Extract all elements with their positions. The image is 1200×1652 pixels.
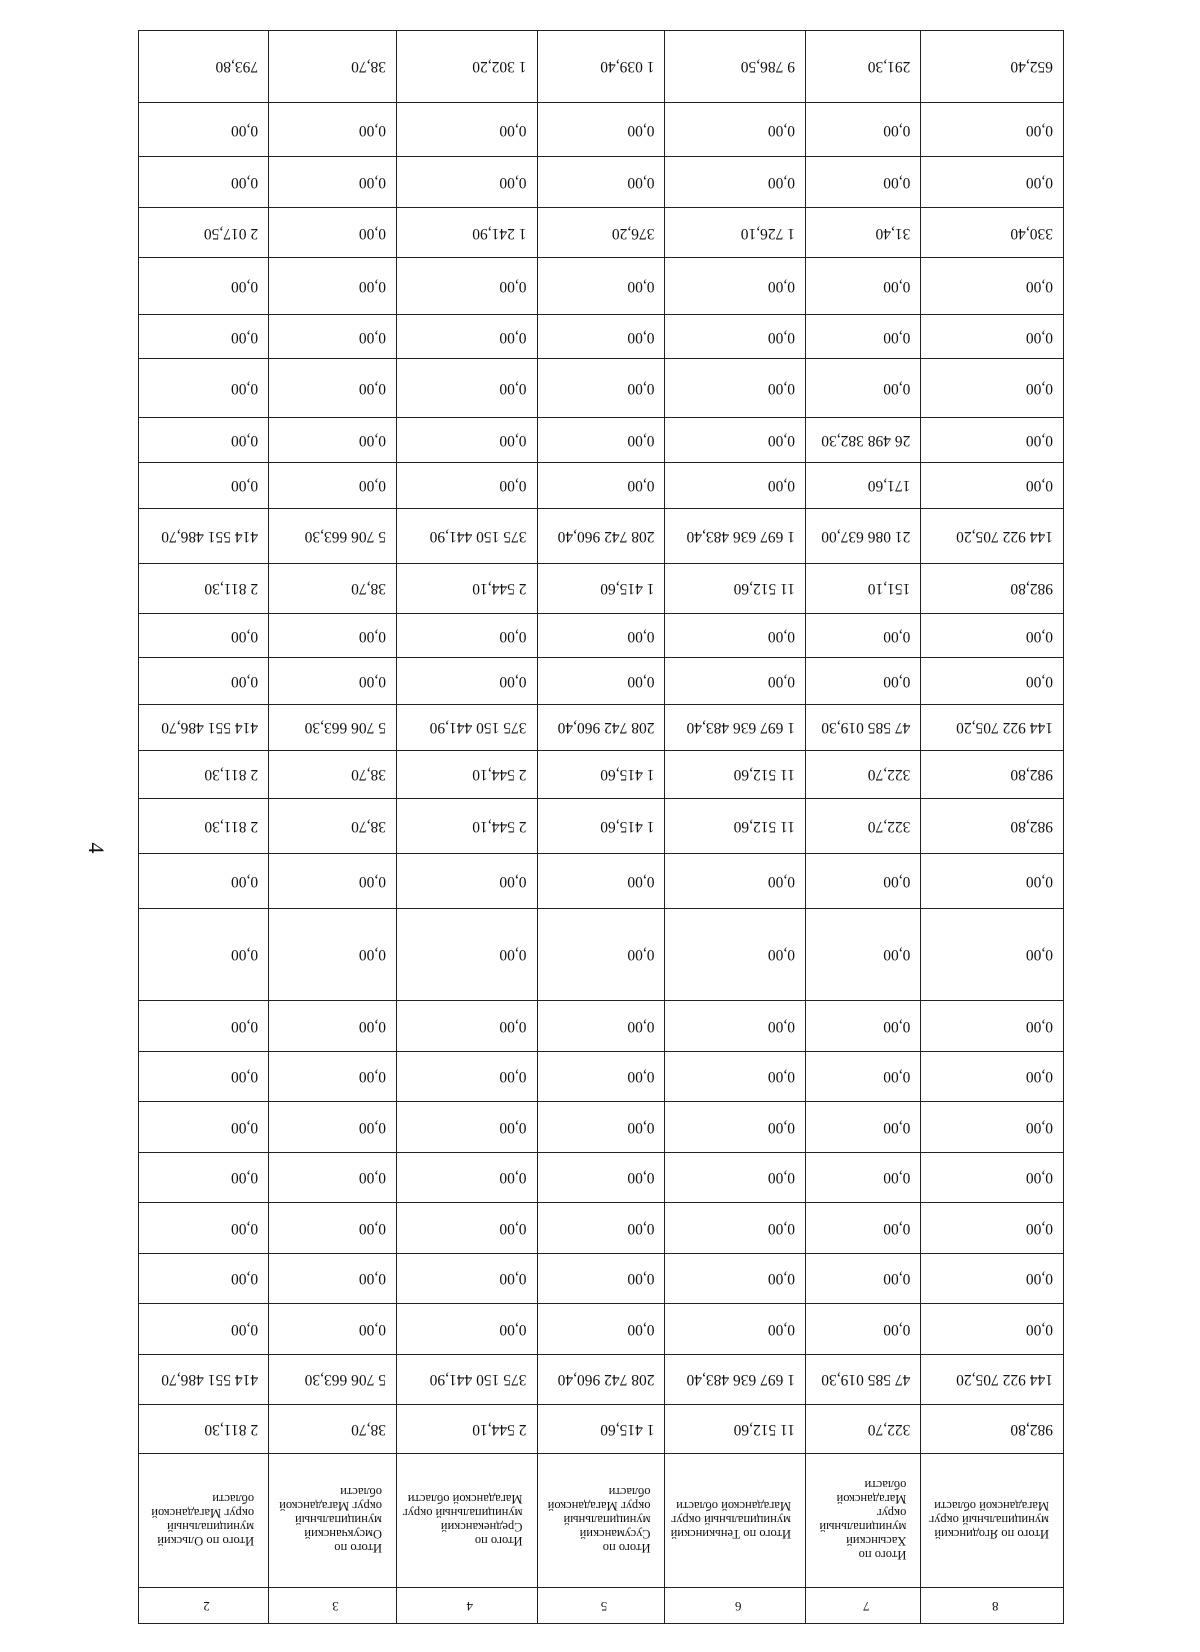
row-number-cell: 4 — [397, 1588, 538, 1624]
value-cell: 1 302,20 — [397, 31, 538, 103]
page-number: 4 — [84, 842, 109, 854]
region-name-cell: Итого по Хасынский муниципальный округ Магаданской области — [806, 1453, 921, 1588]
value-cell: 0,00 — [397, 853, 538, 908]
value-cell: 0,00 — [665, 418, 806, 462]
value-cell: 0,00 — [139, 157, 269, 208]
value-cell: 171,60 — [806, 462, 921, 508]
value-cell: 0,00 — [665, 315, 806, 359]
value-cell: 5 706 663,30 — [269, 508, 397, 563]
rotated-table-wrapper — [138, 30, 1064, 1624]
value-cell: 0,00 — [537, 1152, 665, 1203]
value-cell: 0,00 — [665, 1203, 806, 1254]
value-cell: 2 017,50 — [139, 207, 269, 258]
value-cell: 0,00 — [537, 258, 665, 315]
row-number-cell: 7 — [806, 1588, 921, 1624]
value-cell: 208 742 960,40 — [537, 704, 665, 750]
value-cell: 0,00 — [397, 614, 538, 658]
value-cell: 0,00 — [665, 258, 806, 315]
value-cell: 0,00 — [139, 1102, 269, 1153]
value-cell: 0,00 — [397, 658, 538, 704]
value-cell: 414 551 486,70 — [139, 704, 269, 750]
value-cell: 0,00 — [139, 1051, 269, 1102]
value-cell: 0,00 — [921, 258, 1064, 315]
value-cell: 0,00 — [537, 853, 665, 908]
value-cell: 11 512,60 — [665, 563, 806, 614]
value-cell: 0,00 — [806, 658, 921, 704]
row-number-cell: 3 — [269, 1588, 397, 1624]
region-name-cell: Итого по Среднеканский муниципальный округ Магаданской области — [397, 1453, 538, 1588]
value-cell: 375 150 441,90 — [397, 508, 538, 563]
value-cell: 5 706 663,30 — [269, 704, 397, 750]
row-number-cell: 6 — [665, 1588, 806, 1624]
value-cell: 0,00 — [806, 1001, 921, 1052]
value-cell: 2 544,10 — [397, 799, 538, 854]
value-cell: 0,00 — [139, 1203, 269, 1254]
value-cell: 0,00 — [537, 315, 665, 359]
value-cell: 0,00 — [397, 1203, 538, 1254]
value-cell: 0,00 — [397, 1001, 538, 1052]
value-cell: 0,00 — [806, 1102, 921, 1153]
value-cell: 0,00 — [921, 1253, 1064, 1304]
value-cell: 0,00 — [397, 1152, 538, 1203]
value-cell: 1 697 636 483,40 — [665, 704, 806, 750]
value-cell: 0,00 — [665, 1001, 806, 1052]
value-cell: 0,00 — [921, 1304, 1064, 1355]
region-name-cell: Итого по Омсукчанский муниципальный округ Магаданской области — [269, 1453, 397, 1588]
value-cell: 2 811,30 — [139, 1405, 269, 1453]
value-cell: 0,00 — [665, 1152, 806, 1203]
value-cell: 0,00 — [806, 102, 921, 157]
value-cell: 0,00 — [269, 207, 397, 258]
value-cell: 0,00 — [397, 1253, 538, 1304]
value-cell: 11 512,60 — [665, 1405, 806, 1453]
value-cell: 0,00 — [921, 359, 1064, 418]
value-cell: 1 697 636 483,40 — [665, 508, 806, 563]
value-cell: 0,00 — [921, 853, 1064, 908]
value-cell: 0,00 — [665, 658, 806, 704]
value-cell: 0,00 — [537, 1051, 665, 1102]
value-cell: 0,00 — [665, 462, 806, 508]
value-cell: 0,00 — [665, 359, 806, 418]
value-cell: 0,00 — [806, 1203, 921, 1254]
value-cell: 0,00 — [806, 1152, 921, 1203]
value-cell: 0,00 — [921, 1001, 1064, 1052]
value-cell: 0,00 — [397, 315, 538, 359]
value-cell: 1 697 636 483,40 — [665, 1354, 806, 1405]
value-cell: 0,00 — [537, 418, 665, 462]
value-cell: 1 415,60 — [537, 563, 665, 614]
value-cell: 0,00 — [806, 315, 921, 359]
value-cell: 0,00 — [665, 1102, 806, 1153]
value-cell: 38,70 — [269, 1405, 397, 1453]
value-cell: 0,00 — [269, 462, 397, 508]
value-cell: 11 512,60 — [665, 799, 806, 854]
value-cell: 0,00 — [269, 102, 397, 157]
value-cell: 652,40 — [921, 31, 1064, 103]
value-cell: 0,00 — [139, 1253, 269, 1304]
value-cell: 2 544,10 — [397, 1405, 538, 1453]
value-cell: 38,70 — [269, 31, 397, 103]
value-cell: 0,00 — [537, 1001, 665, 1052]
value-cell: 0,00 — [139, 359, 269, 418]
value-cell: 0,00 — [665, 908, 806, 1001]
value-cell: 414 551 486,70 — [139, 1354, 269, 1405]
value-cell: 0,00 — [397, 908, 538, 1001]
value-cell: 982,80 — [921, 563, 1064, 614]
value-cell: 144 922 705,20 — [921, 1354, 1064, 1405]
value-cell: 1 415,60 — [537, 1405, 665, 1453]
value-cell: 0,00 — [921, 1051, 1064, 1102]
value-cell: 0,00 — [139, 258, 269, 315]
value-cell: 0,00 — [806, 1051, 921, 1102]
value-cell: 0,00 — [665, 614, 806, 658]
region-name-cell: Итого по Ягодинский муниципальный округ Магаданской области — [921, 1453, 1064, 1588]
value-cell: 0,00 — [921, 418, 1064, 462]
value-cell: 1 726,10 — [665, 207, 806, 258]
value-cell: 1 241,90 — [397, 207, 538, 258]
value-cell: 0,00 — [537, 462, 665, 508]
value-cell: 414 551 486,70 — [139, 508, 269, 563]
value-cell: 0,00 — [139, 853, 269, 908]
value-cell: 330,40 — [921, 207, 1064, 258]
value-cell: 0,00 — [537, 359, 665, 418]
value-cell: 375 150 441,90 — [397, 1354, 538, 1405]
value-cell: 0,00 — [269, 359, 397, 418]
value-cell: 0,00 — [269, 1001, 397, 1052]
value-cell: 0,00 — [537, 1102, 665, 1153]
value-cell: 0,00 — [537, 157, 665, 208]
value-cell: 0,00 — [269, 853, 397, 908]
row-number-cell: 5 — [537, 1588, 665, 1624]
value-cell: 0,00 — [921, 315, 1064, 359]
value-cell: 0,00 — [397, 157, 538, 208]
value-cell: 2 811,30 — [139, 563, 269, 614]
value-cell: 47 585 019,30 — [806, 704, 921, 750]
value-cell: 322,70 — [806, 799, 921, 854]
value-cell: 0,00 — [537, 1203, 665, 1254]
value-cell: 0,00 — [806, 258, 921, 315]
value-cell: 151,10 — [806, 563, 921, 614]
value-cell: 0,00 — [537, 658, 665, 704]
region-name-cell: Итого по Сусуманский муниципальный округ Магаданской области — [537, 1453, 665, 1588]
value-cell: 0,00 — [665, 157, 806, 208]
value-cell: 0,00 — [139, 102, 269, 157]
value-cell: 0,00 — [269, 1253, 397, 1304]
value-cell: 793,80 — [139, 31, 269, 103]
value-cell: 0,00 — [269, 157, 397, 208]
value-cell: 208 742 960,40 — [537, 508, 665, 563]
value-cell: 2 544,10 — [397, 563, 538, 614]
value-cell: 2 544,10 — [397, 750, 538, 798]
value-cell: 26 498 382,30 — [806, 418, 921, 462]
value-cell: 0,00 — [269, 614, 397, 658]
value-cell: 0,00 — [269, 258, 397, 315]
value-cell: 11 512,60 — [665, 750, 806, 798]
value-cell: 0,00 — [397, 359, 538, 418]
value-cell: 144 922 705,20 — [921, 704, 1064, 750]
value-cell: 0,00 — [139, 1001, 269, 1052]
value-cell: 0,00 — [537, 908, 665, 1001]
value-cell: 0,00 — [921, 1203, 1064, 1254]
value-cell: 1 415,60 — [537, 750, 665, 798]
value-cell: 0,00 — [269, 1051, 397, 1102]
value-cell: 0,00 — [921, 462, 1064, 508]
value-cell: 0,00 — [921, 658, 1064, 704]
value-cell: 5 706 663,30 — [269, 1354, 397, 1405]
region-name-cell: Итого по Ольский муниципальный округ Магаданской области — [139, 1453, 269, 1588]
value-cell: 2 811,30 — [139, 750, 269, 798]
value-cell: 0,00 — [139, 658, 269, 704]
value-cell: 0,00 — [397, 1102, 538, 1153]
value-cell: 0,00 — [665, 853, 806, 908]
value-cell: 982,80 — [921, 1405, 1064, 1453]
value-cell: 0,00 — [665, 1051, 806, 1102]
value-cell: 0,00 — [269, 1304, 397, 1355]
value-cell: 0,00 — [269, 658, 397, 704]
value-cell: 0,00 — [139, 462, 269, 508]
value-cell: 376,20 — [537, 207, 665, 258]
value-cell: 0,00 — [139, 908, 269, 1001]
value-cell: 291,30 — [806, 31, 921, 103]
value-cell: 144 922 705,20 — [921, 508, 1064, 563]
value-cell: 0,00 — [397, 258, 538, 315]
value-cell: 1 415,60 — [537, 799, 665, 854]
value-cell: 0,00 — [397, 1051, 538, 1102]
value-cell: 322,70 — [806, 750, 921, 798]
value-cell: 0,00 — [269, 1102, 397, 1153]
value-cell: 0,00 — [806, 908, 921, 1001]
value-cell: 375 150 441,90 — [397, 704, 538, 750]
value-cell: 0,00 — [921, 1102, 1064, 1153]
value-cell: 21 086 637,00 — [806, 508, 921, 563]
value-cell: 0,00 — [665, 1253, 806, 1304]
value-cell: 0,00 — [269, 315, 397, 359]
value-cell: 47 585 019,30 — [806, 1354, 921, 1405]
value-cell: 322,70 — [806, 1405, 921, 1453]
value-cell: 38,70 — [269, 563, 397, 614]
row-number-cell: 2 — [139, 1588, 269, 1624]
value-cell: 0,00 — [806, 359, 921, 418]
value-cell: 982,80 — [921, 799, 1064, 854]
value-cell: 38,70 — [269, 799, 397, 854]
value-cell: 208 742 960,40 — [537, 1354, 665, 1405]
value-cell: 0,00 — [139, 614, 269, 658]
value-cell: 0,00 — [665, 1304, 806, 1355]
value-cell: 9 786,50 — [665, 31, 806, 103]
value-cell: 0,00 — [537, 1304, 665, 1355]
value-cell: 0,00 — [806, 1304, 921, 1355]
value-cell: 982,80 — [921, 750, 1064, 798]
value-cell: 0,00 — [397, 102, 538, 157]
value-cell: 0,00 — [806, 1253, 921, 1304]
row-number-cell: 8 — [921, 1588, 1064, 1624]
value-cell: 0,00 — [537, 1253, 665, 1304]
value-cell: 0,00 — [397, 462, 538, 508]
value-cell: 0,00 — [806, 157, 921, 208]
value-cell: 0,00 — [921, 908, 1064, 1001]
value-cell: 0,00 — [397, 1304, 538, 1355]
value-cell: 0,00 — [806, 614, 921, 658]
value-cell: 38,70 — [269, 750, 397, 798]
value-cell: 0,00 — [397, 418, 538, 462]
value-cell: 0,00 — [269, 908, 397, 1001]
value-cell: 0,00 — [665, 102, 806, 157]
value-cell: 0,00 — [806, 853, 921, 908]
value-cell: 0,00 — [921, 614, 1064, 658]
value-cell: 0,00 — [921, 102, 1064, 157]
region-name-cell: Итого по Тенькинский муниципальный округ Магаданской области — [665, 1453, 806, 1588]
value-cell: 0,00 — [139, 1304, 269, 1355]
value-cell: 31,40 — [806, 207, 921, 258]
value-cell: 0,00 — [139, 315, 269, 359]
value-cell: 1 039,40 — [537, 31, 665, 103]
data-table — [138, 30, 1064, 1624]
value-cell: 0,00 — [139, 1152, 269, 1203]
value-cell: 0,00 — [269, 1203, 397, 1254]
value-cell: 0,00 — [269, 418, 397, 462]
value-cell: 0,00 — [269, 1152, 397, 1203]
value-cell: 2 811,30 — [139, 799, 269, 854]
value-cell: 0,00 — [537, 614, 665, 658]
value-cell: 0,00 — [537, 102, 665, 157]
value-cell: 0,00 — [921, 1152, 1064, 1203]
value-cell: 0,00 — [921, 157, 1064, 208]
value-cell: 0,00 — [139, 418, 269, 462]
